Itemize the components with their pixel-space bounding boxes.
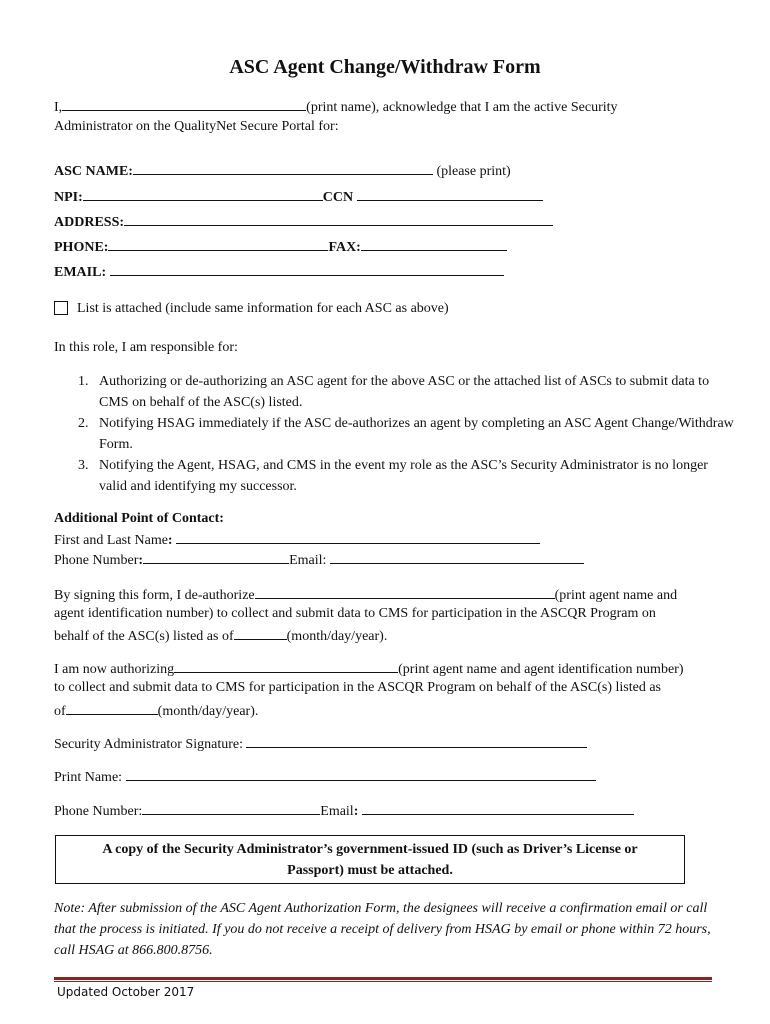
contact-name-label: First and Last Name bbox=[54, 533, 168, 548]
list-item bbox=[54, 455, 734, 497]
asc-name-field[interactable] bbox=[133, 160, 433, 175]
contact-phone-colon: : bbox=[138, 553, 144, 568]
auth-line-3 bbox=[54, 700, 258, 721]
list-attached-label: List is attached (include same information for each ASC as above) bbox=[77, 301, 449, 316]
contact-phone-field[interactable] bbox=[143, 549, 289, 564]
deauth-line3-prefix: behalf of the ASC(s) listed as of bbox=[54, 629, 234, 644]
footer-rule-thin bbox=[54, 981, 712, 982]
auth-agent-field[interactable] bbox=[174, 658, 398, 673]
responsibilities-list bbox=[54, 371, 734, 497]
ccn-label: CCN bbox=[322, 190, 354, 205]
signature-field[interactable] bbox=[246, 733, 587, 748]
signature-row bbox=[54, 733, 587, 754]
deauth-prefix: By signing this form, I de-authorize bbox=[54, 588, 255, 603]
list-item-text: Notifying HSAG immediately if the ASC de-authorizes an agent by completing an ASC Agent Change/Withdraw Form. bbox=[99, 416, 734, 452]
contact-email-label: Email: bbox=[289, 553, 327, 568]
email-label: EMAIL: bbox=[54, 265, 107, 280]
contact-email-field[interactable] bbox=[330, 549, 584, 564]
intro-line-2: Administrator on the QualityNet Secure Portal for: bbox=[54, 119, 339, 134]
npi-ccn-row bbox=[54, 186, 543, 207]
id-requirement-line-2: Passport) must be attached. bbox=[287, 863, 453, 878]
list-item bbox=[54, 413, 734, 455]
sa-phone-label: Phone Number: bbox=[54, 804, 143, 819]
intro-line-1 bbox=[54, 96, 618, 117]
contact-phone-label: Phone Number bbox=[54, 553, 139, 568]
ccn-field[interactable] bbox=[357, 186, 543, 201]
list-item bbox=[54, 371, 734, 413]
sa-print-name-field[interactable] bbox=[126, 766, 596, 781]
auth-line3-prefix: of bbox=[54, 704, 66, 719]
list-item-number: 3. bbox=[78, 458, 89, 473]
contact-name-colon: : bbox=[167, 533, 173, 548]
list-item-text: Authorizing or de-authorizing an ASC agent for the above ASC or the attached list of ASCs to submit data to CMS on behalf of the ASC(s) listed. bbox=[99, 374, 710, 410]
intro-suffix: (print name), acknowledge that I am the active Security bbox=[306, 100, 618, 115]
sa-email-field[interactable] bbox=[362, 800, 634, 815]
footer-rule bbox=[54, 977, 712, 980]
signature-label: Security Administrator Signature: bbox=[54, 737, 243, 752]
sa-email-label: Email bbox=[320, 804, 354, 819]
form-title: ASC Agent Change/Withdraw Form bbox=[229, 56, 541, 78]
phone-label: PHONE: bbox=[54, 240, 109, 255]
list-item-number: 2. bbox=[78, 416, 89, 431]
id-requirement-box bbox=[55, 835, 685, 884]
email-row bbox=[54, 261, 504, 282]
auth-date-field[interactable] bbox=[66, 700, 158, 715]
deauth-line-1 bbox=[54, 584, 677, 605]
contact-name-row bbox=[54, 529, 540, 550]
deauth-suffix: (print agent name and bbox=[554, 588, 678, 603]
address-row bbox=[54, 211, 553, 232]
id-requirement-line-1: A copy of the Security Administrator’s government-issued ID (such as Driver’s License or bbox=[102, 842, 638, 857]
deauth-agent-field[interactable] bbox=[255, 584, 555, 599]
intro-prefix: I, bbox=[54, 100, 63, 115]
list-item-text: Notifying the Agent, HSAG, and CMS in the event my role as the ASC’s Security Administrator is no longer valid and identifying my successor. bbox=[99, 458, 708, 494]
print-name-row bbox=[54, 766, 596, 787]
npi-field[interactable] bbox=[83, 186, 323, 201]
asc-name-hint: (please print) bbox=[436, 164, 511, 179]
fax-label: FAX: bbox=[328, 240, 361, 255]
auth-prefix: I am now authorizing bbox=[54, 662, 175, 677]
footer-updated-date: Updated October 2017 bbox=[57, 985, 195, 999]
list-attached-checkbox[interactable] bbox=[54, 301, 68, 315]
print-name-label: Print Name: bbox=[54, 770, 123, 785]
deauth-line-2: agent identification number) to collect and submit data to CMS for participation in the ASCQR Program on bbox=[54, 606, 656, 621]
role-intro: In this role, I am responsible for: bbox=[54, 340, 238, 355]
auth-line3-suffix: (month/day/year). bbox=[157, 704, 259, 719]
contact-name-field[interactable] bbox=[176, 529, 540, 544]
address-field[interactable] bbox=[124, 211, 553, 226]
sa-phone-field[interactable] bbox=[142, 800, 320, 815]
contact-heading: Additional Point of Contact: bbox=[54, 511, 224, 526]
npi-label: NPI: bbox=[54, 190, 83, 205]
email-field[interactable] bbox=[110, 261, 504, 276]
asc-name-label: ASC NAME: bbox=[54, 164, 133, 179]
fax-field[interactable] bbox=[361, 236, 507, 251]
list-item-number: 1. bbox=[78, 374, 89, 389]
deauth-line-3 bbox=[54, 625, 387, 646]
sa-email-colon: : bbox=[353, 804, 359, 819]
phone-fax-row bbox=[54, 236, 507, 257]
deauth-date-field[interactable] bbox=[234, 625, 287, 640]
contact-phone-row bbox=[54, 549, 584, 570]
asc-name-row bbox=[54, 160, 511, 181]
address-label: ADDRESS: bbox=[54, 215, 125, 230]
auth-line-1 bbox=[54, 658, 683, 679]
confirmation-note: Note: After submission of the ASC Agent Authorization Form, the designees will receive a confirmation email or call that the process is initiated. If you do not receive a receipt of delivery from HSAG by email or phone within 72 hours, call HSAG at 866.800.8756. bbox=[54, 901, 711, 958]
deauth-line3-suffix: (month/day/year). bbox=[286, 629, 388, 644]
sa-phone-row bbox=[54, 800, 634, 821]
auth-suffix: (print agent name and agent identification number) bbox=[398, 662, 684, 677]
auth-line-2: to collect and submit data to CMS for participation in the ASCQR Program on behalf of the ASC(s) listed as bbox=[54, 680, 661, 695]
phone-field[interactable] bbox=[108, 236, 328, 251]
print-name-field[interactable] bbox=[62, 96, 306, 111]
